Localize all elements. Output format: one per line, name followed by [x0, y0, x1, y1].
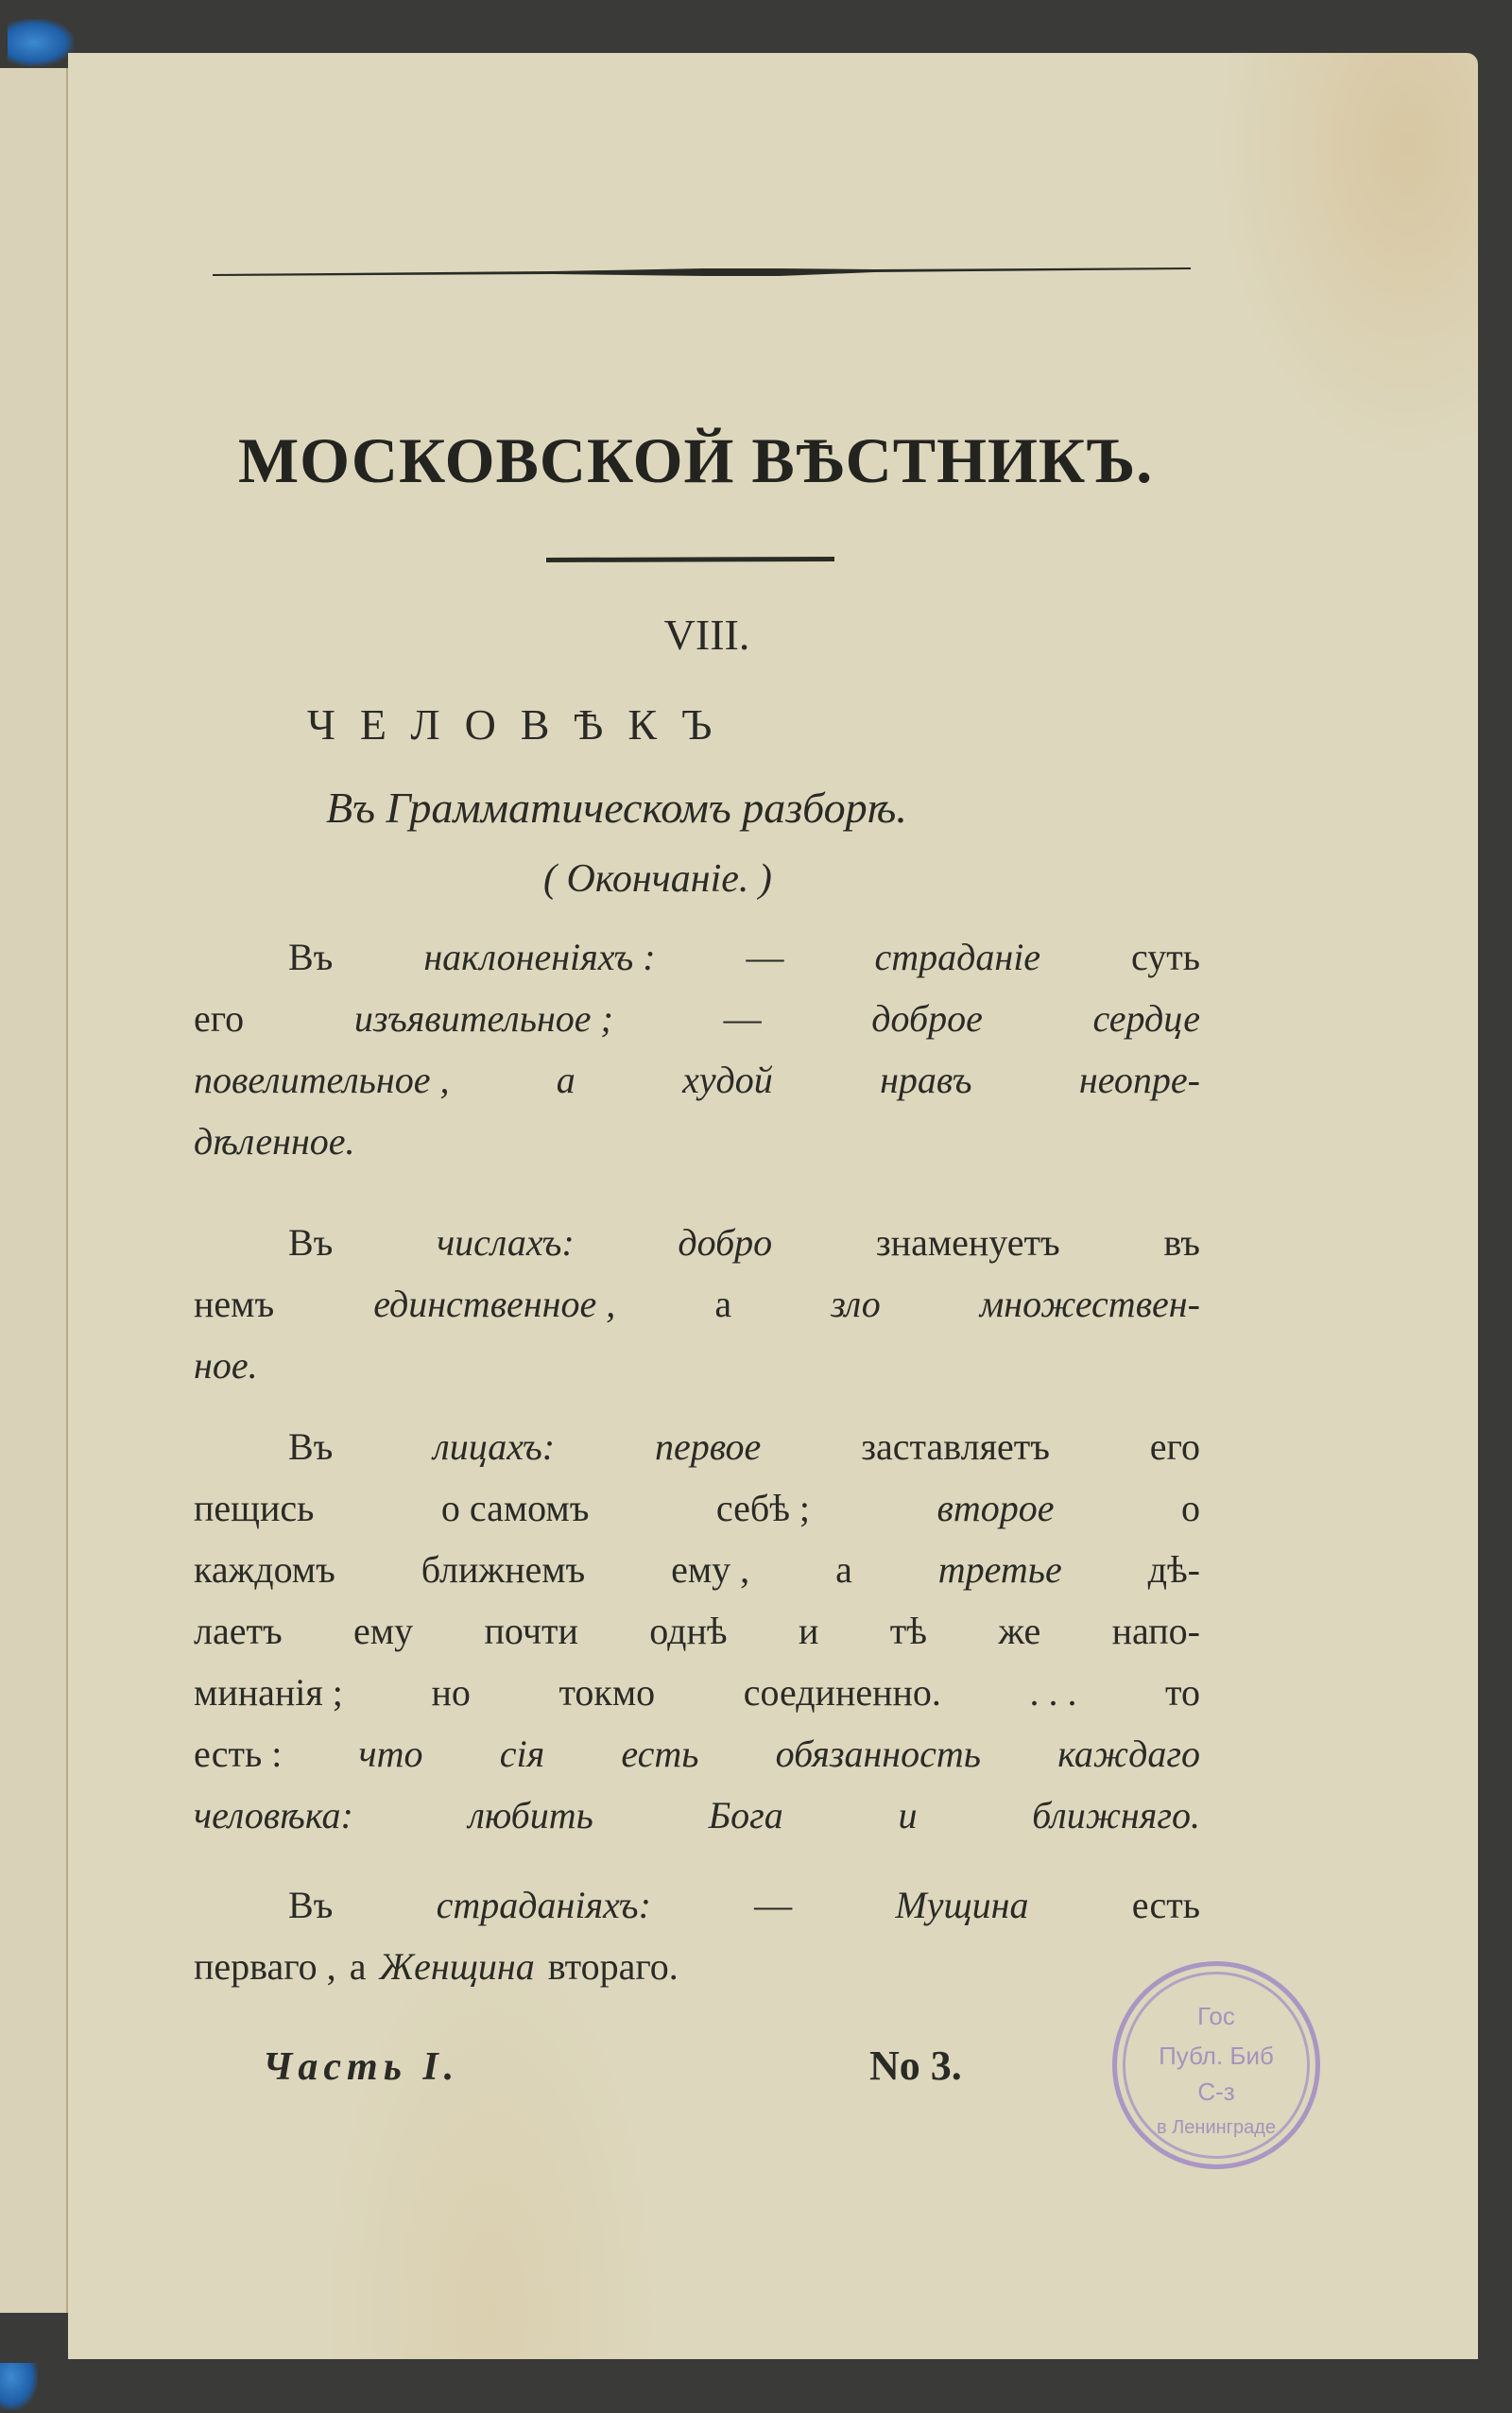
- word: ему: [353, 1610, 414, 1652]
- word: минанія ;: [194, 1671, 343, 1714]
- word: напо-: [1111, 1610, 1200, 1652]
- word: соединенно.: [743, 1671, 941, 1714]
- word: Мущина: [895, 1884, 1029, 1926]
- word: изъявительное ;: [353, 997, 613, 1040]
- word: немъ: [194, 1283, 275, 1325]
- word: лаетъ: [194, 1610, 283, 1652]
- word: доброе: [871, 997, 983, 1040]
- text-line: [194, 1111, 1200, 1172]
- word: его: [1149, 1425, 1200, 1468]
- word: добро: [678, 1221, 773, 1264]
- text-line: [194, 1874, 1200, 1936]
- word: однѣ: [649, 1610, 728, 1652]
- text-line: [194, 1416, 1200, 1477]
- text-line: [194, 1273, 1200, 1335]
- word: то: [1165, 1671, 1200, 1714]
- text-line: [194, 1335, 1200, 1396]
- word: токмо: [558, 1671, 656, 1714]
- word: —: [746, 936, 784, 978]
- word: —: [754, 1884, 793, 1926]
- word: а: [835, 1548, 852, 1591]
- word: сія: [499, 1732, 545, 1775]
- word: наклоненіяхъ :: [423, 936, 656, 978]
- word: второе: [936, 1487, 1055, 1529]
- word: числахъ:: [437, 1221, 575, 1264]
- word: зло: [831, 1283, 881, 1325]
- word: и: [898, 1794, 918, 1836]
- article-subheading: Въ Грамматическомъ разборѣ.: [326, 784, 907, 832]
- paragraph-numbers: [194, 1212, 1200, 1396]
- article-heading: ЧЕЛОВѢКЪ: [307, 700, 737, 749]
- word: Бога: [708, 1794, 783, 1836]
- word: но: [431, 1671, 471, 1714]
- word: неопре-: [1078, 1059, 1200, 1101]
- text-line: [194, 1662, 1200, 1723]
- word: ное.: [194, 1344, 258, 1387]
- word: пещись: [194, 1487, 315, 1529]
- section-numeral: VIII.: [663, 611, 750, 659]
- text-line: [194, 1936, 1200, 1997]
- stamp-text: Гос: [1197, 2002, 1235, 2030]
- word: есть: [621, 1732, 699, 1775]
- word: нравъ: [880, 1059, 972, 1101]
- word: а: [349, 1945, 367, 1988]
- word: о самомъ: [440, 1487, 590, 1529]
- word: сердце: [1092, 997, 1200, 1040]
- word: лицахъ:: [433, 1425, 556, 1468]
- word: а: [556, 1059, 576, 1101]
- continuation-note: ( Окончаніе. ): [543, 857, 772, 901]
- volume-part-label: Часть I.: [263, 2045, 460, 2089]
- word: втораго.: [547, 1945, 679, 1988]
- word: ближняго.: [1032, 1794, 1200, 1836]
- stamp-text: Публ. Биб: [1159, 2042, 1274, 2070]
- word: заставляетъ: [861, 1425, 1050, 1468]
- library-stamp: [1112, 1961, 1320, 2169]
- masthead-title: МОСКОВСКОЙ ВѢСТНИКЪ.: [238, 424, 1154, 496]
- text-line: [194, 1477, 1200, 1539]
- word: худой: [682, 1059, 773, 1101]
- word: . . .: [1029, 1671, 1077, 1714]
- word: единственное ,: [373, 1283, 616, 1325]
- text-line: [194, 1784, 1200, 1846]
- word: въ: [1163, 1221, 1200, 1264]
- word: каждомъ: [194, 1548, 335, 1591]
- word: что: [358, 1732, 423, 1775]
- word: знаменуетъ: [875, 1221, 1060, 1264]
- paragraph-persons: [194, 1416, 1200, 1846]
- word: Въ: [288, 1221, 334, 1264]
- word: дѣленное.: [194, 1120, 355, 1163]
- divider-rule: [546, 555, 834, 564]
- stamp-text: С-з: [1197, 2077, 1235, 2106]
- word: страданіяхъ:: [436, 1884, 651, 1926]
- text-line: [194, 1539, 1200, 1600]
- word: множествен-: [979, 1283, 1200, 1325]
- word: его: [194, 997, 245, 1040]
- word: страданіе: [874, 936, 1041, 978]
- word: обязанность: [775, 1732, 981, 1775]
- text-line: [194, 988, 1200, 1049]
- word: ему ,: [671, 1548, 750, 1591]
- text-line: [194, 1723, 1200, 1784]
- stamp-text: в Ленинграде: [1156, 2117, 1277, 2138]
- word: а: [714, 1283, 732, 1325]
- word: и: [798, 1610, 819, 1652]
- word: —: [723, 997, 762, 1040]
- word: третье: [937, 1548, 1062, 1591]
- word: каждаго: [1057, 1732, 1200, 1775]
- text-line: [194, 1212, 1200, 1273]
- word: ближнемъ: [421, 1548, 586, 1591]
- word: повелительное ,: [194, 1059, 450, 1101]
- word: Въ: [288, 1425, 334, 1468]
- word: любить: [468, 1794, 593, 1836]
- text-line: [194, 926, 1200, 988]
- word: есть :: [194, 1732, 283, 1775]
- word: тѣ: [889, 1610, 927, 1652]
- top-ornamental-rule: [213, 267, 1191, 277]
- word: человѣка:: [194, 1794, 353, 1836]
- word: перваго ,: [194, 1945, 336, 1988]
- word: Въ: [288, 936, 334, 978]
- word: первое: [654, 1425, 762, 1468]
- word: себѣ ;: [715, 1487, 811, 1529]
- word: суть: [1131, 936, 1200, 978]
- word: Женщина: [379, 1945, 535, 1988]
- word: дѣ-: [1147, 1548, 1200, 1591]
- text-line: [194, 1600, 1200, 1662]
- paragraph-voices: [194, 1874, 1200, 1997]
- paragraph-moods: [194, 926, 1200, 1172]
- word: есть: [1131, 1884, 1200, 1926]
- issue-number: No 3.: [869, 2042, 962, 2089]
- text-line: [194, 1049, 1200, 1111]
- word: почти: [484, 1610, 578, 1652]
- word: Въ: [288, 1884, 334, 1926]
- word: о: [1181, 1487, 1200, 1529]
- word: же: [998, 1610, 1041, 1652]
